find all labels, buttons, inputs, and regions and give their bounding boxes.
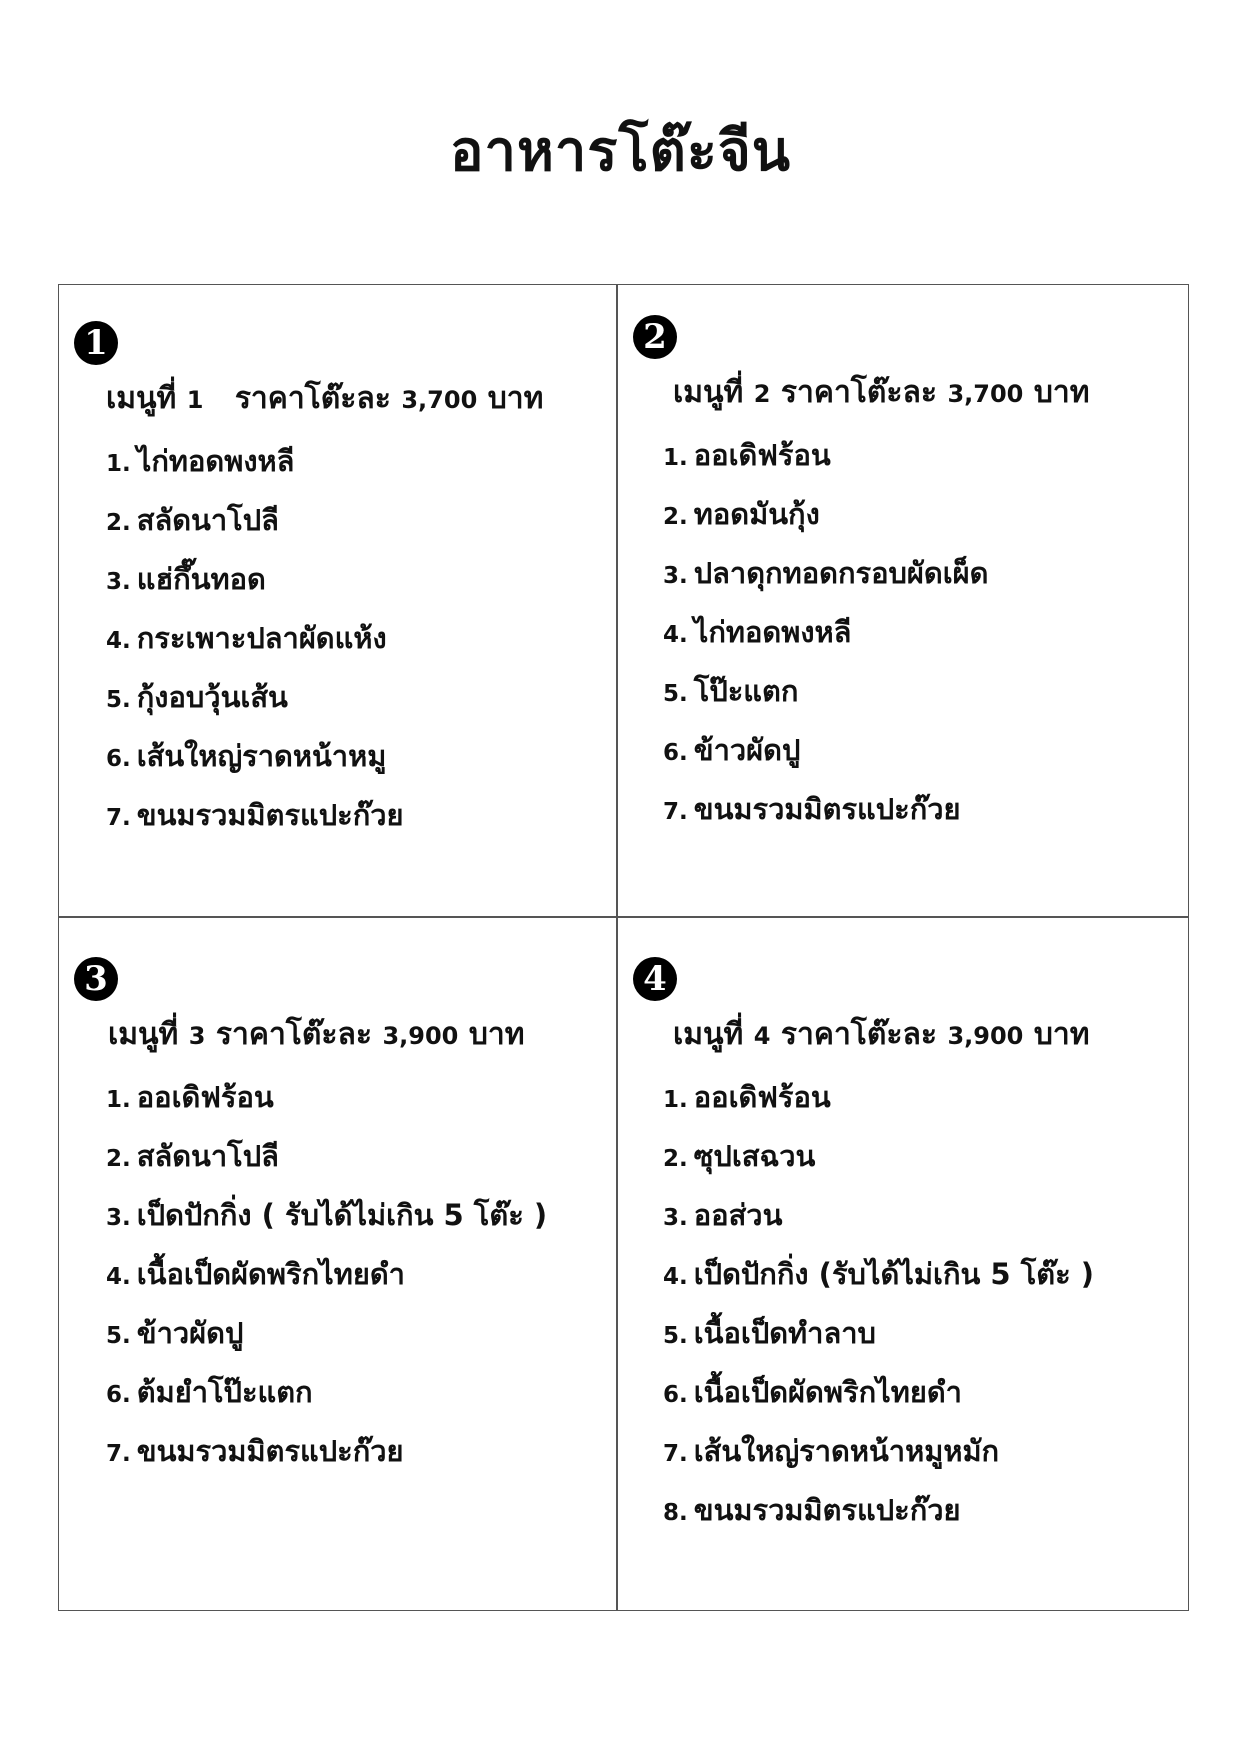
dish-item: 5. โป๊ะแตก xyxy=(663,674,799,708)
dish-list xyxy=(663,1068,1094,1540)
price-label: ราคาโต๊ะละ xyxy=(234,381,391,416)
price-label: ราคาโต๊ะละ xyxy=(780,1017,938,1052)
menu-heading-prefix: เมนูที่ xyxy=(673,375,744,410)
dish-item: 4. เป็ดปักกิ่ง (รับได้ไม่เกิน 5 โต๊ะ ) xyxy=(663,1257,1095,1291)
menu-number: 2 xyxy=(753,380,771,408)
menu-number: 3 xyxy=(188,1022,206,1050)
dish-item: 3. แฮ่กึ๊นทอด xyxy=(106,562,266,596)
dish-item: 8. ขนมรวมมิตรแปะก๊วย xyxy=(663,1493,961,1527)
number-4-badge-icon: 4 xyxy=(633,957,677,1001)
menu-heading xyxy=(673,1011,1094,1058)
dish-item: 5. เนื้อเป็ดทำลาบ xyxy=(663,1316,876,1350)
menu-number: 4 xyxy=(753,1022,771,1050)
price-label: ราคาโต๊ะละ xyxy=(780,375,938,410)
dish-list xyxy=(106,432,543,845)
price-value: 3,700 xyxy=(401,386,478,414)
dish-item: 6. เนื้อเป็ดผัดพริกไทยดำ xyxy=(663,1375,962,1409)
currency-label: บาท xyxy=(1033,375,1090,410)
dish-item: 4. กระเพาะปลาผัดแห้ง xyxy=(106,621,387,655)
menu-card-4 xyxy=(633,957,1094,1540)
number-3-badge-icon: 3 xyxy=(74,957,118,1001)
dish-item: 7. ขนมรวมมิตรแปะก๊วย xyxy=(663,792,961,826)
number-1-badge-icon: 1 xyxy=(74,321,118,365)
dish-item: 1. ออเดิฟร้อน xyxy=(663,1080,831,1114)
menu-heading xyxy=(673,369,1090,416)
dish-item: 3. ออส่วน xyxy=(663,1198,783,1232)
dish-item: 3. ปลาดุกทอดกรอบผัดเผ็ด xyxy=(663,556,989,590)
menu-heading-prefix: เมนูที่ xyxy=(673,1017,744,1052)
dish-item: 6. ต้มยำโป๊ะแตก xyxy=(106,1375,313,1409)
dish-item: 6. เส้นใหญ่ราดหน้าหมู xyxy=(106,739,387,773)
dish-item: 7. ขนมรวมมิตรแปะก๊วย xyxy=(106,1434,404,1468)
dish-item: 7. ขนมรวมมิตรแปะก๊วย xyxy=(106,798,404,832)
price-value: 3,700 xyxy=(947,380,1024,408)
dish-item: 4. ไก่ทอดพงหลี xyxy=(663,615,852,649)
menu-card-3 xyxy=(74,957,547,1481)
menu-grid xyxy=(58,284,1189,1611)
page-title: อาหารโต๊ะจีน xyxy=(449,119,792,184)
menu-heading-prefix: เมนูที่ xyxy=(106,381,177,416)
dish-item: 2. สลัดนาโปลี xyxy=(106,1139,279,1173)
currency-label: บาท xyxy=(1033,1017,1090,1052)
dish-item: 1. ออเดิฟร้อน xyxy=(106,1080,274,1114)
dish-item: 5. กุ้งอบวุ้นเส้น xyxy=(106,680,288,714)
menu-card-1 xyxy=(74,321,543,845)
number-2-badge-icon: 2 xyxy=(633,315,677,359)
horizontal-divider xyxy=(59,916,1188,918)
price-value: 3,900 xyxy=(382,1022,459,1050)
dish-item: 2. ซุปเสฉวน xyxy=(663,1139,816,1173)
dish-item: 1. ออเดิฟร้อน xyxy=(663,438,831,472)
dish-list xyxy=(106,1068,547,1481)
menu-heading xyxy=(108,1011,547,1058)
dish-item: 1. ไก่ทอดพงหลี xyxy=(106,444,295,478)
menu-card-2 xyxy=(633,315,1090,839)
dish-list xyxy=(663,426,1090,839)
menu-heading-prefix: เมนูที่ xyxy=(108,1017,179,1052)
currency-label: บาท xyxy=(487,381,544,416)
dish-item: 3. เป็ดปักกิ่ง ( รับได้ไม่เกิน 5 โต๊ะ ) xyxy=(106,1198,548,1232)
dish-item: 4. เนื้อเป็ดผัดพริกไทยดำ xyxy=(106,1257,405,1291)
vertical-divider xyxy=(616,285,618,1610)
dish-item: 2. ทอดมันกุ้ง xyxy=(663,497,820,531)
price-value: 3,900 xyxy=(947,1022,1024,1050)
dish-item: 5. ข้าวผัดปู xyxy=(106,1316,244,1350)
menu-number: 1 xyxy=(186,386,204,414)
price-label: ราคาโต๊ะละ xyxy=(215,1017,373,1052)
dish-item: 2. สลัดนาโปลี xyxy=(106,503,279,537)
dish-item: 6. ข้าวผัดปู xyxy=(663,733,801,767)
currency-label: บาท xyxy=(468,1017,525,1052)
dish-item: 7. เส้นใหญ่ราดหน้าหมูหมัก xyxy=(663,1434,1000,1468)
menu-heading xyxy=(106,375,543,422)
